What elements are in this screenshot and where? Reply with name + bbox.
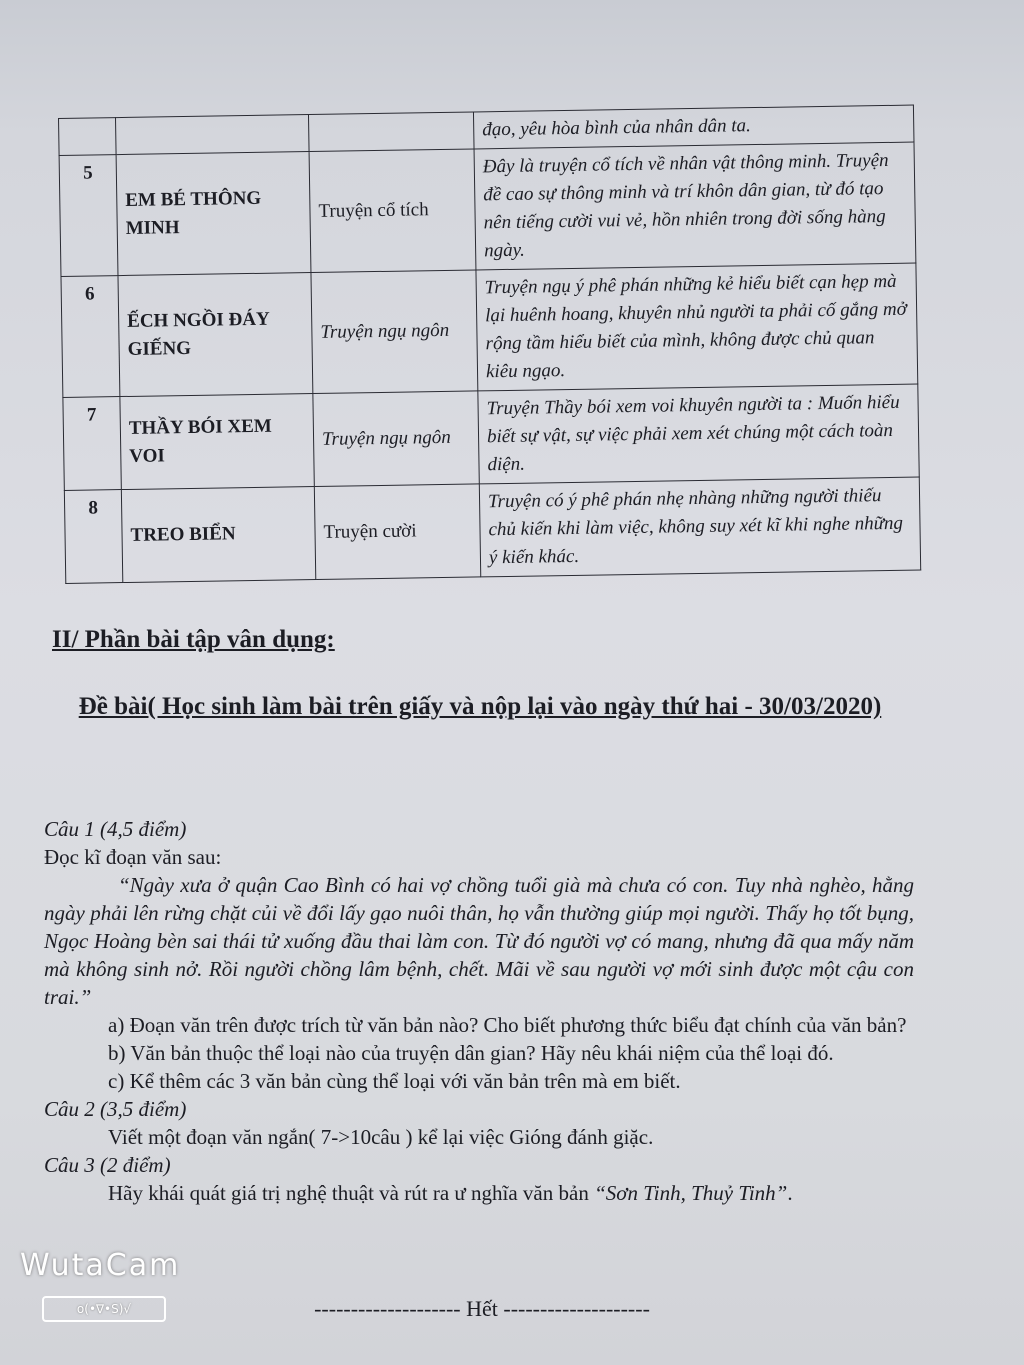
section-heading: II/ Phần bài tập vân dụng: <box>52 626 335 653</box>
question-2-text: Viết một đoạn văn ngắn( 7->10câu ) kể lại việc Gióng đánh giặc. <box>108 1125 654 1149</box>
genre-cell: Truyện cổ tích <box>309 149 476 273</box>
question-1-part-c: c) Kể thêm các 3 văn bản cùng thể loại với văn bản trên mà em biết. <box>108 1069 681 1093</box>
end-marker: -------------------- Hết -------------------- <box>314 1296 650 1321</box>
work-title-cell <box>116 115 310 155</box>
question-3-text-suffix: . <box>787 1181 793 1205</box>
description-cell: đạo, yêu hòa bình của nhân dân ta. <box>473 105 914 149</box>
question-1-passage: “Ngày xưa ở quận Cao Bình có hai vợ chồng tuổi già mà chưa có con. Tuy nhà nghèo, hằng ngày phải lên rừng chặt củi về đổi lấy gạo nuôi thân, họ vẫn thường giúp mọi người. Thấy họ tốt bụng, Ngọc Hoàng bèn sai thái tử xuống đầu thai làm con. Từ đó người vợ có mang, nhưng đã qua mấy năm mà không sinh nở. Rồi người chồng lâm bệnh, chết. Mãi về sau người vợ mới sinh được một cậu con trai.” <box>44 873 914 1009</box>
question-1-label: Câu 1 (4,5 điểm) <box>44 817 187 841</box>
row-number-cell: 5 <box>59 155 118 277</box>
question-3-text-prefix: Hãy khái quát giá trị nghệ thuật và rút ra ư nghĩa văn bản <box>108 1181 595 1205</box>
work-title-cell: ẾCH NGỒI ĐÁY GIẾNG <box>118 273 313 397</box>
work-title-cell: EM BÉ THÔNG MINH <box>116 152 311 276</box>
row-number-cell: 6 <box>61 276 120 398</box>
question-3-label: Câu 3 (2 điểm) <box>44 1153 171 1177</box>
row-number-cell: 8 <box>64 490 122 584</box>
question-1-part-a: a) Đoạn văn trên được trích từ văn bản nào? Cho biết phương thức biểu đạt chính của văn bản? <box>108 1013 907 1037</box>
question-1-intro: Đọc kĩ đoạn văn sau: <box>44 845 222 869</box>
work-title-cell: THẦY BÓI XEM VOI <box>120 394 314 490</box>
row-number-cell: 7 <box>63 397 121 491</box>
assignment-title: Đề bài( Học sinh làm bài trên giấy và nộp lại vào ngày thứ hai - 30/03/2020) <box>78 693 882 720</box>
table-row <box>63 384 919 490</box>
row-number-cell <box>59 118 117 156</box>
genre-cell: Truyện ngụ ngôn <box>311 270 478 394</box>
description-cell: Truyện có ý phê phán nhẹ nhàng những người thiếu chủ kiến khi làm việc, không suy xét kĩ khi nghe những ý kiến khác. <box>479 477 920 577</box>
table-row <box>59 142 916 276</box>
genre-cell: Truyện ngụ ngôn <box>313 391 479 487</box>
description-cell: Đây là truyện cổ tích về nhân vật thông minh. Truyện đề cao sự thông minh và trí khôn dân gian, từ đó tạo nên tiếng cười vui vẻ, hồn nhiên trong đời sống hàng ngày. <box>474 142 916 270</box>
question-2-label: Câu 2 (3,5 điểm) <box>44 1097 187 1121</box>
camera-watermark-stamp: o(•∇•S)√ <box>42 1296 166 1322</box>
work-title-cell: TREO BIỂN <box>121 487 315 583</box>
camera-watermark-logo: WutaCam <box>20 1248 181 1283</box>
question-section <box>44 815 914 1207</box>
table-row <box>61 263 918 397</box>
genre-cell <box>308 112 474 152</box>
summary-table <box>58 105 921 584</box>
description-cell: Truyện Thầy bói xem voi khuyên người ta : Muốn hiểu biết sự vật, sự việc phải xem xét chúng một cách toàn diện. <box>478 384 919 484</box>
description-cell: Truyện ngụ ý phê phán những kẻ hiểu biết cạn hẹp mà lại huênh hoang, khuyên nhủ người ta phải cố gắng mở rộng tầm hiểu biết của mình, không được chủ quan kiêu ngạo. <box>476 263 918 391</box>
question-3-text <box>44 1179 914 1207</box>
question-3-work-title: “Sơn Tinh, Thuỷ Tinh” <box>594 1181 788 1205</box>
table-row <box>64 477 920 583</box>
question-1-part-b: b) Văn bản thuộc thể loại nào của truyện dân gian? Hãy nêu khái niệm của thể loại đó. <box>108 1041 834 1065</box>
genre-cell: Truyện cười <box>314 484 480 580</box>
